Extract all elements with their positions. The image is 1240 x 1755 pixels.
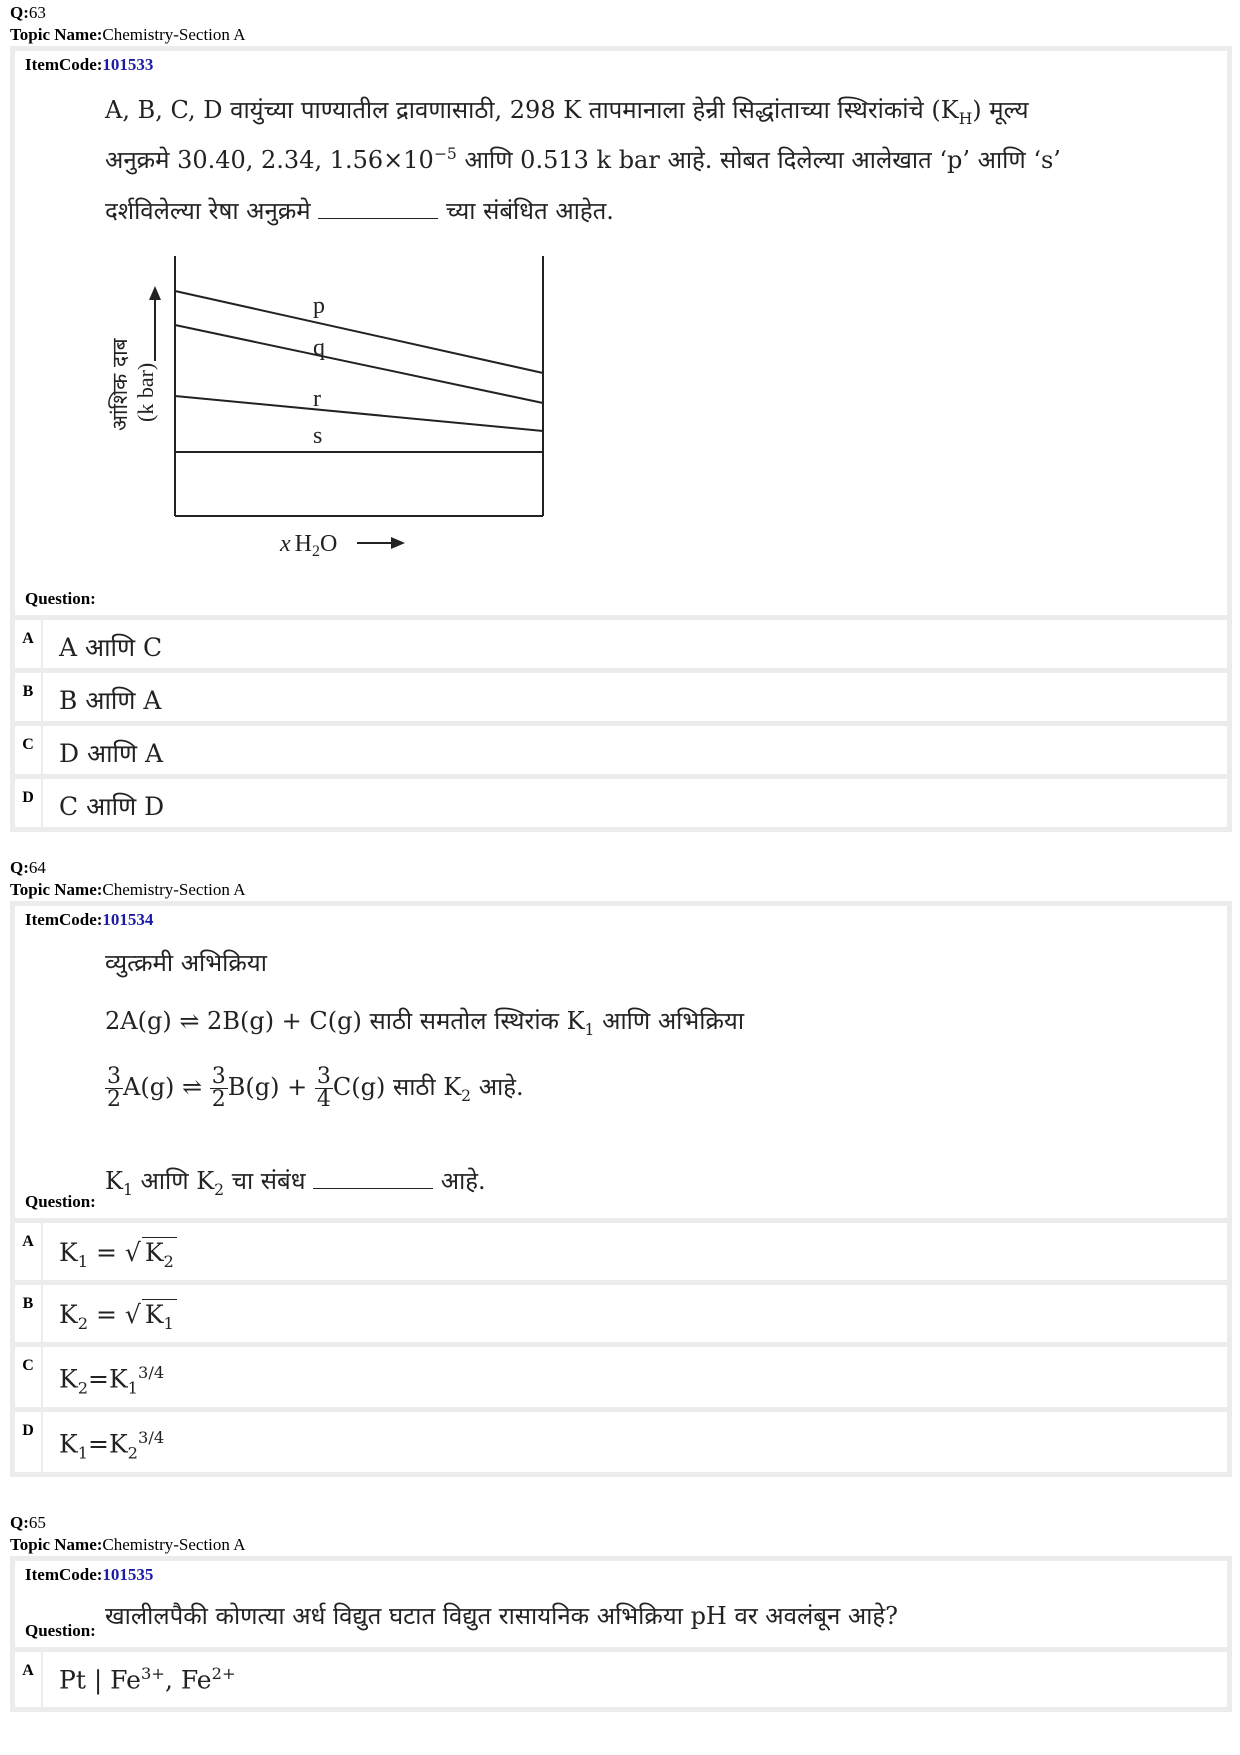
- question-header: Q:64 Topic Name:Chemistry-Section A: [10, 858, 246, 899]
- question-header: Q:65 Topic Name:Chemistry-Section A: [10, 1513, 246, 1554]
- item-code: ItemCode:101533: [25, 55, 154, 74]
- option-a[interactable]: [10, 620, 1232, 673]
- question-text-line: व्युत्क्रमी अभिक्रिया: [105, 949, 267, 977]
- question-label: Question:: [25, 1621, 96, 1640]
- question-text-line: A, B, C, D वायुंच्या पाण्यातील द्रावणासाठी, 298 K तापमानाला हेन्री सिद्धांताच्या स्थिरांकांचे $(K_H)$ मूल्य: [105, 96, 1029, 128]
- y-axis-label: आंशिक दाब: [108, 338, 132, 431]
- option-text: $K_2$ = √ $K_1$: [59, 1299, 177, 1333]
- henry-law-graph: [95, 246, 555, 596]
- option-a[interactable]: [10, 1652, 1232, 1712]
- option-text: A आणि C: [59, 633, 163, 662]
- question-label: Question:: [25, 1192, 96, 1211]
- option-letter: D: [15, 779, 43, 827]
- option-b[interactable]: [10, 1285, 1232, 1347]
- question-text-line: अनुक्रमे 30.40, 2.34, $1.56\times 10^{-5}$ आणि 0.513 k bar आहे. सोबत दिलेल्या आलेखात ‘p’ आणि ‘s’: [105, 145, 1061, 174]
- graph-label-s: s: [313, 423, 323, 449]
- question-text-line: 2A(g) ⇌ 2B(g) + C(g) साठी समतोल स्थिरांक $K_1$ आणि अभिक्रिया: [105, 1007, 745, 1039]
- x-axis-label: x $H_2O$: [280, 531, 338, 560]
- graph-label-q: q: [313, 335, 325, 361]
- option-text: $K_1$ = √ $K_2$: [59, 1237, 177, 1271]
- option-text: $K_2=K_1^{3/4}$: [59, 1363, 165, 1398]
- option-letter: D: [15, 1412, 43, 1472]
- graph-line-r: [175, 396, 543, 431]
- option-c[interactable]: [10, 1347, 1232, 1412]
- graph-label-p: p: [313, 293, 325, 319]
- question-label: Question:: [25, 589, 96, 608]
- question-block: [10, 46, 1232, 620]
- question-block: [10, 1556, 1232, 1652]
- answer-blank: [318, 200, 438, 219]
- option-b[interactable]: [10, 673, 1232, 726]
- option-d[interactable]: [10, 1412, 1232, 1477]
- option-letter: B: [15, 673, 43, 721]
- graph-line-q: [175, 325, 543, 403]
- question-text-line: दर्शविलेल्या रेषा अनुक्रमे च्या संबंधित आहेत.: [105, 197, 614, 225]
- option-d[interactable]: [10, 779, 1232, 832]
- option-letter: A: [15, 1223, 43, 1280]
- option-text: B आणि A: [59, 686, 162, 715]
- option-letter: A: [15, 620, 43, 668]
- question-text-line: खालीलपैकी कोणत्या अर्ध विद्युत घटात विद्युत रासायनिक अभिक्रिया pH वर अवलंबून आहे?: [105, 1602, 899, 1630]
- item-code: ItemCode:101535: [25, 1565, 154, 1584]
- option-letter: A: [15, 1652, 43, 1707]
- graph-label-r: r: [313, 386, 321, 412]
- option-letter: B: [15, 1285, 43, 1342]
- option-letter: C: [15, 726, 43, 774]
- question-header: Q:63 Topic Name:Chemistry-Section A: [10, 3, 246, 44]
- option-a[interactable]: [10, 1223, 1232, 1285]
- answer-blank: [313, 1170, 433, 1189]
- item-code: ItemCode:101534: [25, 910, 154, 929]
- option-c[interactable]: [10, 726, 1232, 779]
- option-text: Pt | $Fe^{3+}$, $Fe^{2+}$: [59, 1664, 236, 1695]
- graph-line-p: [175, 291, 543, 373]
- y-axis-unit: (k bar): [133, 362, 158, 422]
- question-block: [10, 901, 1232, 1223]
- option-text: C आणि D: [59, 792, 165, 821]
- option-text: $K_1=K_2^{3/4}$: [59, 1428, 165, 1463]
- question-text-line: $K_1$ आणि $K_2$ चा संबंध आहे.: [105, 1167, 486, 1199]
- equation-line: $\frac{3}{2}$ A(g) ⇌ $\frac{3}{2}$ B(g) + $\frac{3}{4}$ C(g) साठी $K_2$ आहे.: [107, 1064, 524, 1112]
- option-letter: C: [15, 1347, 43, 1407]
- option-text: D आणि A: [59, 739, 164, 768]
